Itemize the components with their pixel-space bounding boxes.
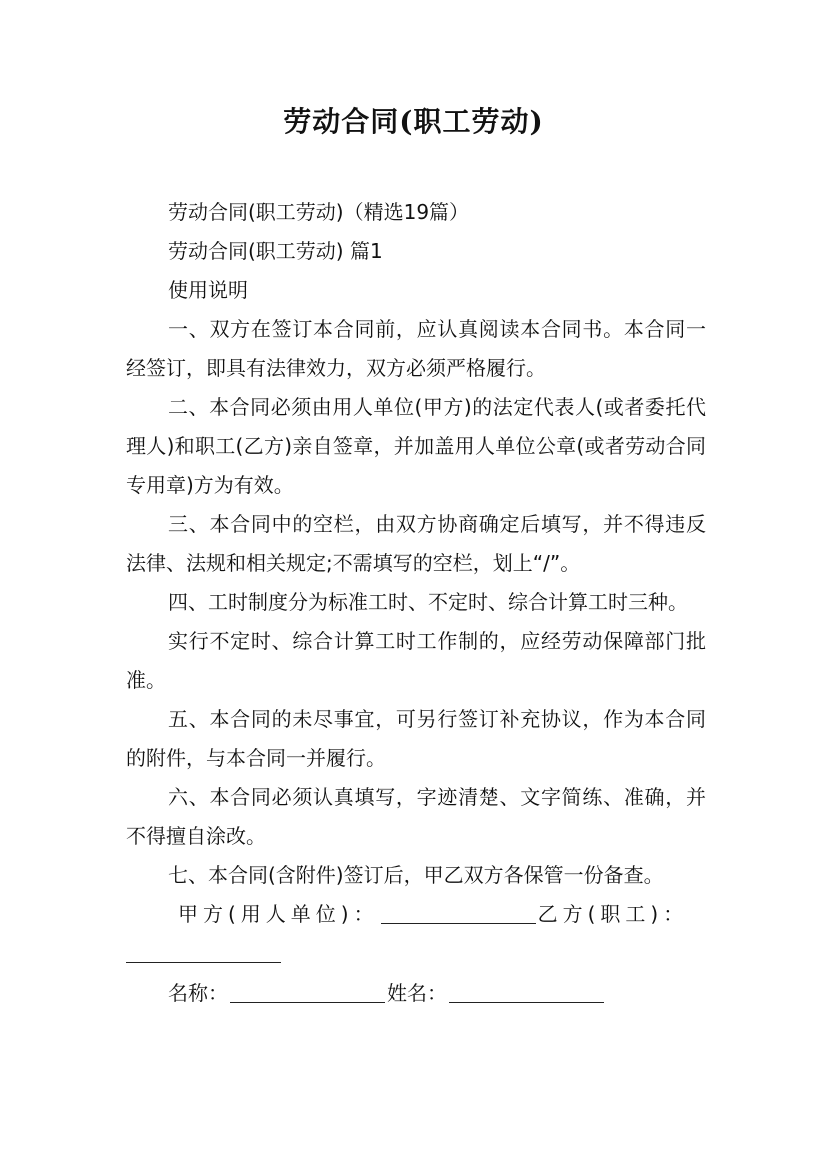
party-b-blank[interactable] [126,934,281,963]
document-title: 劳动合同(职工劳动) [283,105,544,138]
paragraph-clause-4: 四、工时制度分为标准工时、不定时、综合计算工时三种。 [168,590,688,614]
party-b-label: 乙方(职工)： [537,902,689,926]
paragraph-collection-title: 劳动合同(职工劳动)（精选19篇） [168,200,470,224]
paragraph-clause-4-note: 实行不定时、综合计算工时工作制的，应经劳动保障部门批准。 [126,629,706,692]
paragraph-clause-3: 三、本合同中的空栏，由双方协商确定后填写，并不得违反法律、法规和相关规定;不需填写的空栏，划上“/”。 [126,512,706,575]
signature-parties-row [126,895,706,934]
paragraph-section-title: 劳动合同(职工劳动) 篇1 [168,239,383,263]
name-blank[interactable] [230,982,385,1003]
paragraph-clause-1: 一、双方在签订本合同前，应认真阅读本合同书。本合同一经签订，即具有法律效力，双方必须严格履行。 [126,317,706,380]
paragraph-clause-2: 二、本合同必须由用人单位(甲方)的法定代表人(或者委托代理人)和职工(乙方)亲自签章，并加盖用人单位公章(或者劳动合同专用章)方为有效。 [126,395,706,497]
signature-names-row [126,974,706,1013]
paragraph-clause-7: 七、本合同(含附件)签订后，甲乙双方各保管一份备查。 [168,863,664,887]
document-body [126,193,706,1013]
paragraph-clause-5: 五、本合同的未尽事宜，可另行签订补充协议，作为本合同的附件，与本合同一并履行。 [126,707,706,770]
party-a-label: 甲方(用人单位)： [178,902,379,926]
name-label: 名称： [168,981,228,1005]
party-a-blank[interactable] [381,903,536,924]
paragraph-clause-6: 六、本合同必须认真填写，字迹清楚、文字简练、准确，并不得擅自涂改。 [126,785,706,848]
person-blank[interactable] [449,982,604,1003]
paragraph-instructions-heading: 使用说明 [168,278,248,302]
person-label: 姓名： [387,981,447,1005]
